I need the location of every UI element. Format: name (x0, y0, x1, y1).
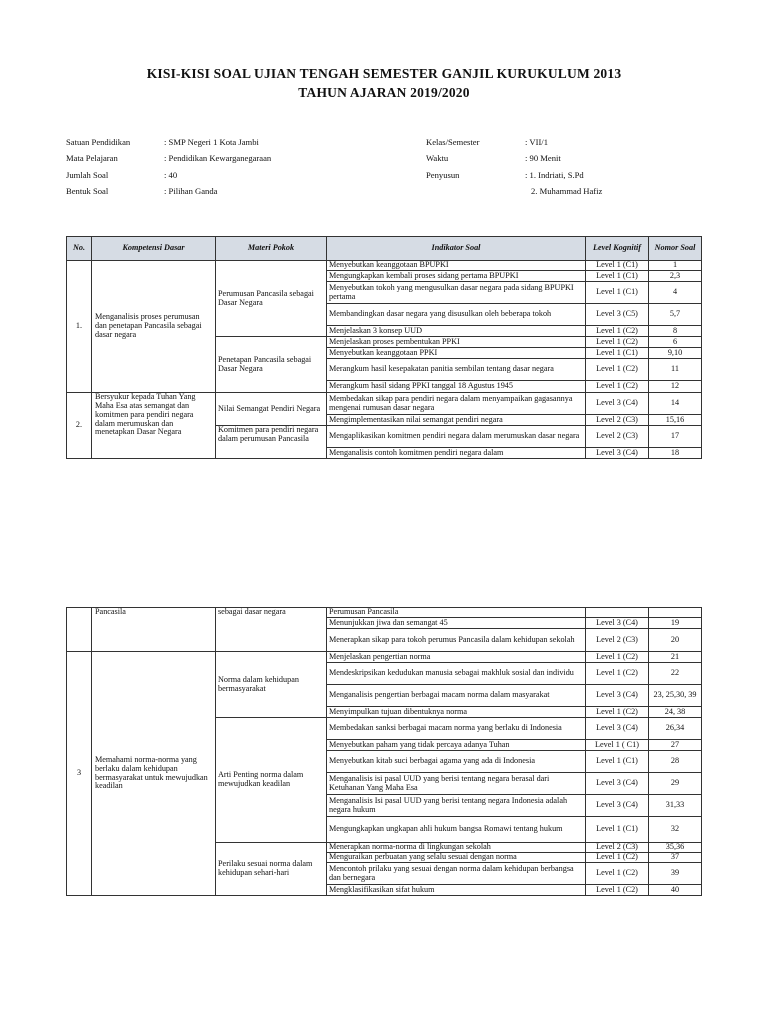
indikator-cell: Perumusan Pancasila (327, 608, 586, 618)
kisi-kisi-table-page1 (66, 236, 702, 459)
nomor-cell: 8 (649, 326, 702, 337)
header-nomor-soal: Nomor Soal (649, 237, 702, 261)
level-cell: Level 1 (C1) (586, 817, 649, 843)
kd-number (67, 608, 92, 652)
level-cell (586, 608, 649, 618)
level-cell: Level 1 (C1) (586, 282, 649, 304)
level-cell: Level 1 (C2) (586, 381, 649, 393)
document-title-line2: TAHUN AJARAN 2019/2020 (298, 85, 470, 100)
header-level-kognitif: Level Kognitif (586, 237, 649, 261)
level-cell: Level 3 (C5) (586, 304, 649, 326)
info-label-satuan: Satuan Pendidikan (66, 137, 131, 147)
table-row (67, 261, 702, 271)
level-cell: Level 2 (C3) (586, 415, 649, 426)
level-cell: Level 1 (C2) (586, 663, 649, 685)
nomor-cell: 37 (649, 853, 702, 863)
materi-pokok-cell: Perumusan Pancasila sebagai Dasar Negara (216, 261, 327, 337)
level-cell: Level 1 (C2) (586, 885, 649, 896)
info-label-penyusun: Penyusun (426, 170, 460, 180)
nomor-cell: 11 (649, 359, 702, 381)
level-cell: Level 1 ( C1) (586, 740, 649, 751)
indikator-cell: Menganalisis Isi pasal UUD yang berisi tentang negara Indonesia adalah negara hukum (327, 795, 586, 817)
nomor-cell: 5,7 (649, 304, 702, 326)
kd-number: 2. (67, 393, 92, 459)
nomor-cell: 32 (649, 817, 702, 843)
info-value-jumlah: : 40 (164, 170, 178, 180)
indikator-cell: Menjelaskan 3 konsep UUD (327, 326, 586, 337)
indikator-cell: Menerapkan sikap para tokoh perumus Pancasila dalam kehidupan sekolah (327, 629, 586, 652)
nomor-cell: 17 (649, 426, 702, 448)
info-label-mapel: Mata Pelajaran (66, 153, 118, 163)
nomor-cell: 29 (649, 773, 702, 795)
nomor-cell: 39 (649, 863, 702, 885)
indikator-cell: Mengaplikasikan komitmen pendiri negara dalam merumuskan dasar negara (327, 426, 586, 448)
indikator-cell: Membedakan sikap para pendiri negara dalam menyampaikan gagasannya mengenai rumusan dasar negara (327, 393, 586, 415)
materi-pokok-cell: Norma dalam kehidupan bermasyarakat (216, 652, 327, 718)
level-cell: Level 1 (C1) (586, 271, 649, 282)
table-row (67, 393, 702, 415)
nomor-cell: 4 (649, 282, 702, 304)
level-cell: Level 3 (C4) (586, 795, 649, 817)
nomor-cell: 26,34 (649, 718, 702, 740)
level-cell: Level 3 (C4) (586, 718, 649, 740)
nomor-cell: 28 (649, 751, 702, 773)
indikator-cell: Merangkum hasil sidang PPKI tanggal 18 Agustus 1945 (327, 381, 586, 393)
materi-pokok-cell: Penetapan Pancasila sebagai Dasar Negara (216, 337, 327, 393)
info-value-penyusun-2: 2. Muhammad Hafiz (531, 186, 603, 196)
level-cell: Level 1 (C2) (586, 359, 649, 381)
level-cell: Level 1 (C1) (586, 348, 649, 359)
kompetensi-dasar-cell: Memahami norma-norma yang berlaku dalam kehidupan bermasyarakat untuk mewujudkan keadilan (92, 652, 216, 896)
header-materi-pokok: Materi Pokok (216, 237, 327, 261)
indikator-cell: Menyebutkan keanggotaan BPUPKI (327, 261, 586, 271)
level-cell: Level 1 (C1) (586, 261, 649, 271)
header-indikator-soal: Indikator Soal (327, 237, 586, 261)
nomor-cell: 6 (649, 337, 702, 348)
indikator-cell: Menyebutkan paham yang tidak percaya adanya Tuhan (327, 740, 586, 751)
info-value-waktu: : 90 Menit (525, 153, 561, 163)
indikator-cell: Menguraikan perbuatan yang selalu sesuai dengan norma (327, 853, 586, 863)
indikator-cell: Menyimpulkan tujuan dibentuknya norma (327, 707, 586, 718)
level-cell: Level 1 (C2) (586, 707, 649, 718)
indikator-cell: Mencontoh prilaku yang sesuai dengan norma dalam kehidupan berbangsa dan bernegara (327, 863, 586, 885)
nomor-cell: 23, 25,30, 39 (649, 685, 702, 707)
level-cell: Level 1 (C2) (586, 326, 649, 337)
indikator-cell: Merangkum hasil kesepakatan panitia sembilan tentang dasar negara (327, 359, 586, 381)
indikator-cell: Menyebutkan kitab suci berbagai agama yang ada di Indonesia (327, 751, 586, 773)
indikator-cell: Menyebutkan keanggotaan PPKI (327, 348, 586, 359)
nomor-cell: 2,3 (649, 271, 702, 282)
info-value-satuan: : SMP Negeri 1 Kota Jambi (164, 137, 259, 147)
indikator-cell: Menjelaskan pengertian norma (327, 652, 586, 663)
nomor-cell: 40 (649, 885, 702, 896)
info-value-bentuk: : Pilihan Ganda (164, 186, 218, 196)
nomor-cell: 1 (649, 261, 702, 271)
level-cell: Level 2 (C3) (586, 843, 649, 853)
document-title-line1: KISI-KISI SOAL UJIAN TENGAH SEMESTER GANJIL KURUKULUM 2013 (146, 66, 622, 81)
level-cell: Level 1 (C2) (586, 337, 649, 348)
level-cell: Level 3 (C4) (586, 618, 649, 629)
info-label-kelas: Kelas/Semester (426, 137, 480, 147)
indikator-cell: Mengklasifikasikan sifat hukum (327, 885, 586, 896)
indikator-cell: Menjelaskan proses pembentukan PPKI (327, 337, 586, 348)
info-value-kelas: : VII/1 (525, 137, 548, 147)
header-no: No. (67, 237, 92, 261)
nomor-cell: 14 (649, 393, 702, 415)
kd-number: 1. (67, 261, 92, 393)
materi-pokok-cell: sebagai dasar negara (216, 608, 327, 652)
table-row (67, 608, 702, 618)
nomor-cell: 18 (649, 448, 702, 459)
level-cell: Level 1 (C1) (586, 751, 649, 773)
nomor-cell: 9,10 (649, 348, 702, 359)
indikator-cell: Membandingkan dasar negara yang disusulkan oleh beberapa tokoh (327, 304, 586, 326)
info-label-jumlah: Jumlah Soal (66, 170, 109, 180)
indikator-cell: Mengungkapkan kembali proses sidang pertama BPUPKI (327, 271, 586, 282)
info-label-bentuk: Bentuk Soal (66, 186, 109, 196)
nomor-cell (649, 608, 702, 618)
table-row (67, 652, 702, 663)
indikator-cell: Menganalisis contoh komitmen pendiri negara dalam (327, 448, 586, 459)
nomor-cell: 35,36 (649, 843, 702, 853)
level-cell: Level 2 (C3) (586, 629, 649, 652)
kisi-kisi-table-page2 (66, 607, 702, 896)
indikator-cell: Menganalisis pengertian berbagai macam norma dalam masyarakat (327, 685, 586, 707)
table-header-row (67, 237, 702, 261)
nomor-cell: 22 (649, 663, 702, 685)
level-cell: Level 1 (C2) (586, 863, 649, 885)
indikator-cell: Menunjukkan jiwa dan semangat 45 (327, 618, 586, 629)
indikator-cell: Menganalisis isi pasal UUD yang berisi tentang negara berasal dari Ketuhanan Yang Maha Esa (327, 773, 586, 795)
materi-pokok-cell: Komitmen para pendiri negara dalam perumusan Pancasila (216, 426, 327, 459)
indikator-cell: Membedakan sanksi berbagai macam norma yang berlaku di Indonesia (327, 718, 586, 740)
level-cell: Level 3 (C4) (586, 685, 649, 707)
nomor-cell: 12 (649, 381, 702, 393)
nomor-cell: 20 (649, 629, 702, 652)
level-cell: Level 2 (C3) (586, 426, 649, 448)
indikator-cell: Mengimplementasikan nilai semangat pendiri negara (327, 415, 586, 426)
nomor-cell: 21 (649, 652, 702, 663)
level-cell: Level 1 (C2) (586, 853, 649, 863)
kompetensi-dasar-cell: Menganalisis proses perumusan dan penetapan Pancasila sebagai dasar negara (92, 261, 216, 393)
indikator-cell: Mengungkapkan ungkapan ahli hukum bangsa Romawi tentang hukum (327, 817, 586, 843)
nomor-cell: 15,16 (649, 415, 702, 426)
indikator-cell: Menyebutkan tokoh yang mengusulkan dasar negara pada sidang BPUPKI pertama (327, 282, 586, 304)
level-cell: Level 3 (C4) (586, 773, 649, 795)
nomor-cell: 31,33 (649, 795, 702, 817)
level-cell: Level 1 (C2) (586, 652, 649, 663)
info-value-penyusun-1: : 1. Indriati, S.Pd (525, 170, 584, 180)
info-label-waktu: Waktu (426, 153, 449, 163)
materi-pokok-cell: Nilai Semangat Pendiri Negara (216, 393, 327, 426)
nomor-cell: 27 (649, 740, 702, 751)
nomor-cell: 24, 38 (649, 707, 702, 718)
level-cell: Level 3 (C4) (586, 393, 649, 415)
kompetensi-dasar-cell: Pancasila (92, 608, 216, 652)
indikator-cell: Mendeskripsikan kedudukan manusia sebagai makhluk sosial dan individu (327, 663, 586, 685)
indikator-cell: Menerapkan norma-norma di lingkungan sekolah (327, 843, 586, 853)
kompetensi-dasar-cell: Bersyukur kepada Tuhan Yang Maha Esa atas semangat dan komitmen para pendiri negara dalam merumuskan dan menetapkan Dasar Negara (92, 393, 216, 459)
info-value-mapel: : Pendidikan Kewarganegaraan (164, 153, 272, 163)
materi-pokok-cell: Perilaku sesuai norma dalam kehidupan sehari-hari (216, 843, 327, 896)
materi-pokok-cell: Arti Penting norma dalam mewujudkan keadilan (216, 718, 327, 843)
level-cell: Level 3 (C4) (586, 448, 649, 459)
kd-number: 3 (67, 652, 92, 896)
nomor-cell: 19 (649, 618, 702, 629)
header-kompetensi-dasar: Kompetensi Dasar (92, 237, 216, 261)
